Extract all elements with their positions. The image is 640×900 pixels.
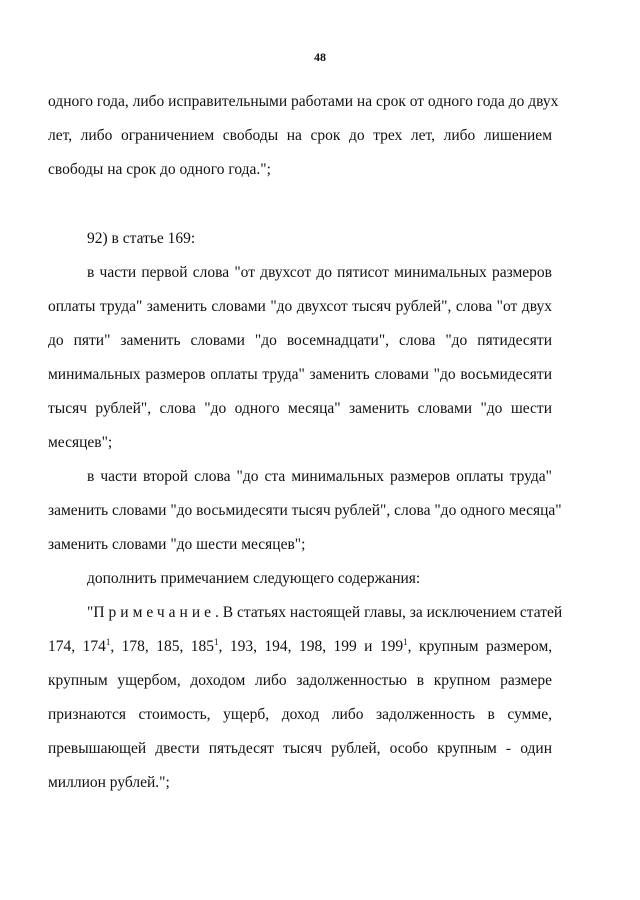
note-open-quote: " [87,604,94,621]
note-articles-line: 174, $174^1$, 178, 185, $185^1$, 193, 194, 198, 199 и $199^1$, крупным размером, [48,636,553,655]
text-line: месяцев"; [48,434,113,451]
note-line-tail: , крупным размером, [407,638,553,655]
item-heading: 92) в статье 169: [87,230,196,247]
text-line: крупным ущербом, доходом либо задолженностью в крупном размере [48,672,552,689]
article-number: 185 [190,638,214,655]
article-number: 198 [298,638,323,655]
text-line: свободы на срок до одного года."; [48,161,271,178]
article-number: 185 [156,638,180,655]
text-line: тысяч рублей", слова "до одного месяца" заменить словами "до шести [48,400,552,417]
text-line: в части второй слова "до ста минимальных размеров оплаты труда" [87,468,552,485]
superscript: 1 [403,636,408,647]
superscript: 1 [214,636,219,647]
note-intro: . В статьях настоящей главы, за исключением статей [215,604,563,621]
article-number: 193 [229,638,254,655]
article-number: 178 [121,638,145,655]
text-line: признаются стоимость, ущерб, доход либо задолженность в сумме, [48,706,552,723]
text-line: одного года, либо исправительными работами на срок от одного года до двух [48,93,559,110]
text-line: заменить словами "до восьмидесяти тысяч рублей", слова "до одного месяца" [48,502,562,519]
text-line: до пяти" заменить словами "до восемнадцати", слова "до пятидесяти [48,332,552,349]
text-line: дополнить примечанием следующего содержания: [87,570,421,587]
note-first-line [87,603,563,623]
text-line: лет, либо ограничением свободы на срок до трех лет, либо лишением [48,127,552,144]
article-number: 174 [82,638,106,655]
page-number: 48 [314,50,326,64]
text-line: миллион рублей."; [48,774,170,791]
text-line: в части первой слова "от двухсот до пятисот минимальных размеров [87,264,552,281]
text-line: заменить словами "до шести месяцев"; [48,536,306,553]
note-label: Примечание [93,604,216,621]
text-line: минимальных размеров оплаты труда" заменить словами "до восьмидесяти [48,366,552,383]
article-number: 174 [48,638,72,655]
article-number: 199 [379,638,404,655]
article-number: 194 [264,638,288,655]
text-line: оплаты труда" заменить словами "до двухсот тысяч рублей", слова "от двух [48,298,552,315]
article-number: 199 [333,638,357,655]
text-line: превышающей двести пятьдесят тысяч рублей, особо крупным - один [48,740,552,757]
superscript: 1 [105,636,111,647]
